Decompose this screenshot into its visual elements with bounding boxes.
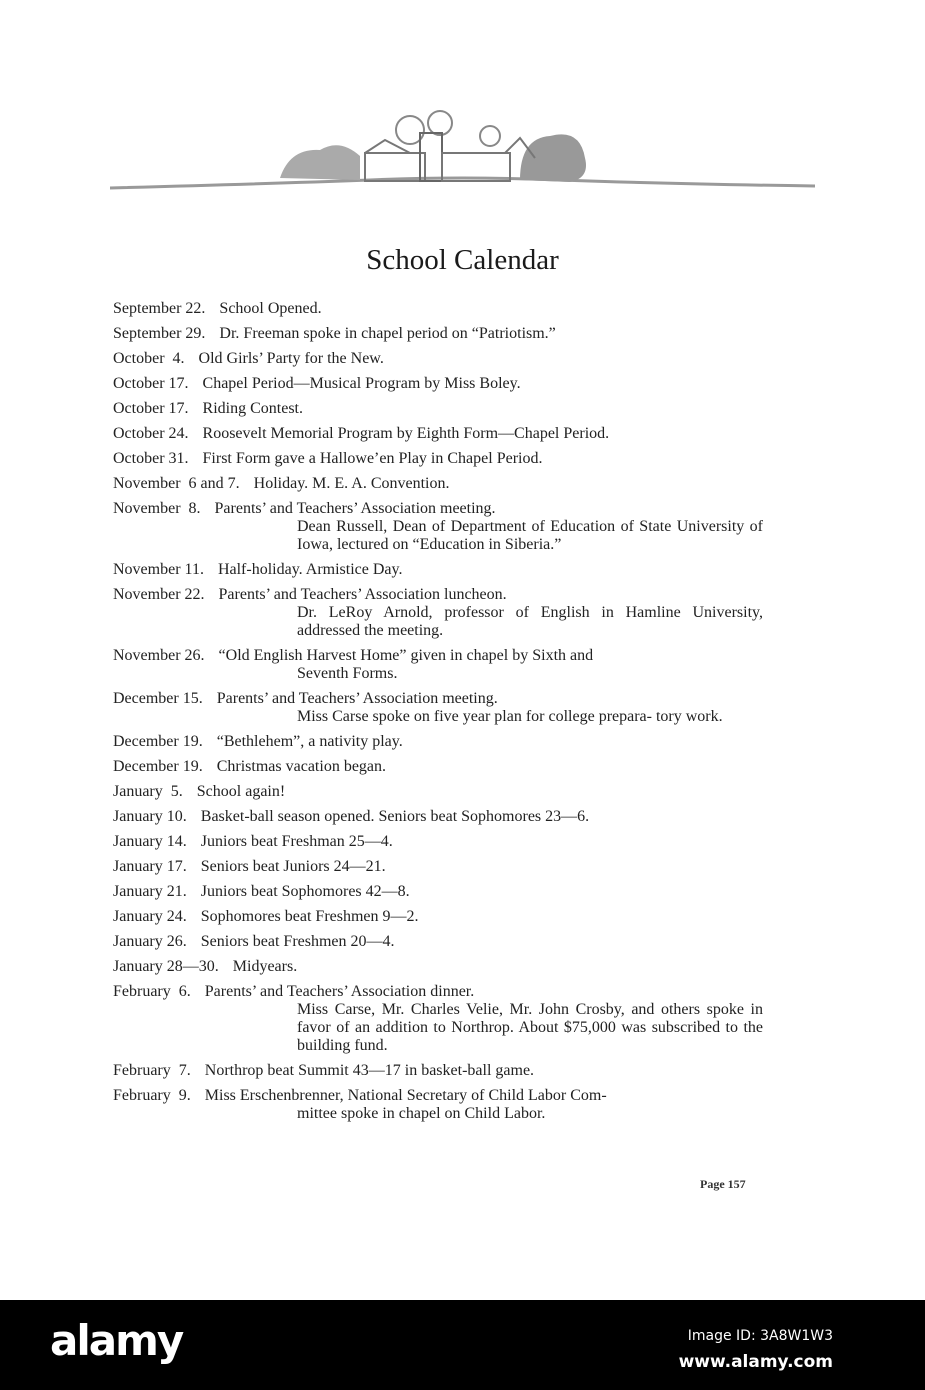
entry-text: Juniors beat Sophomores 42—8. — [200, 883, 410, 900]
calendar-entry — [113, 690, 763, 726]
calendar-entry — [113, 783, 763, 801]
entry-text: Sophomores beat Freshmen 9—2. — [200, 908, 419, 925]
entry-date: December 19. — [113, 758, 203, 775]
entry-date: December 15. — [113, 690, 203, 707]
school-building-illustration — [110, 98, 815, 198]
calendar-entry — [113, 425, 763, 443]
calendar-entry — [113, 561, 763, 579]
calendar-entry — [113, 500, 763, 554]
calendar-list — [113, 300, 763, 1130]
entry-detail: Miss Carse spoke on five year plan for college prepara- tory work. — [297, 708, 723, 725]
entry-detail: Dean Russell, Dean of Department of Education of State University of Iowa, lectured on “Education in Siberia.” — [297, 518, 763, 553]
entry-detail: Dr. LeRoy Arnold, professor of English in Hamline University, addressed the meeting. — [297, 604, 763, 639]
entry-text: Seniors beat Juniors 24—21. — [200, 858, 386, 875]
entry-date: November 22. — [113, 586, 205, 603]
entry-date: January 10. — [113, 808, 187, 825]
entry-date: October 4. — [113, 350, 185, 367]
calendar-entry — [113, 647, 763, 683]
calendar-entry — [113, 908, 763, 926]
entry-text: Juniors beat Freshman 25—4. — [200, 833, 393, 850]
calendar-entry — [113, 300, 763, 318]
entry-text: Parents’ and Teachers’ Association dinner. — [204, 983, 475, 1000]
entry-date: January 14. — [113, 833, 187, 850]
entry-text: Parents’ and Teachers’ Association meeting. — [214, 500, 496, 517]
entry-text: Roosevelt Memorial Program by Eighth Form—Chapel Period. — [202, 425, 610, 442]
calendar-entry — [113, 833, 763, 851]
entry-text: Christmas vacation began. — [216, 758, 387, 775]
entry-date: February 6. — [113, 983, 191, 1000]
entry-date: November 6 and 7. — [113, 475, 240, 492]
entry-date: February 9. — [113, 1087, 191, 1104]
entry-date: January 26. — [113, 933, 187, 950]
entry-text: Chapel Period—Musical Program by Miss Boley. — [202, 375, 521, 392]
entry-text: Half-holiday. Armistice Day. — [217, 561, 403, 578]
calendar-entry — [113, 858, 763, 876]
entry-date: November 8. — [113, 500, 201, 517]
entry-text: Parents’ and Teachers’ Association luncheon. — [218, 586, 507, 603]
entry-text: School Opened. — [219, 300, 322, 317]
entry-text: Basket-ball season opened. Seniors beat Sophomores 23—6. — [200, 808, 590, 825]
page-number: Page 157 — [700, 1177, 746, 1191]
calendar-entry — [113, 1062, 763, 1080]
calendar-entry — [113, 733, 763, 751]
entry-date: October 31. — [113, 450, 189, 467]
entry-text: Miss Erschenbrenner, National Secretary of Child Labor Com- — [204, 1087, 607, 1104]
watermark-image-id: Image ID: 3A8W1W3 — [687, 1328, 833, 1344]
entry-detail: Seventh Forms. — [297, 665, 398, 682]
entry-text: Seniors beat Freshmen 20—4. — [200, 933, 395, 950]
entry-date: November 26. — [113, 647, 205, 664]
entry-detail: Miss Carse, Mr. Charles Velie, Mr. John Crosby, and others spoke in favor of an addition to Northrop. About $75,000 was subscribed to the building fund. — [297, 1001, 763, 1054]
calendar-entry — [113, 586, 763, 640]
calendar-entry — [113, 983, 763, 1055]
entry-date: December 19. — [113, 733, 203, 750]
calendar-entry — [113, 758, 763, 776]
entry-date: February 7. — [113, 1062, 191, 1079]
entry-text: First Form gave a Hallowe’en Play in Chapel Period. — [202, 450, 543, 467]
calendar-entry — [113, 475, 763, 493]
entry-date: October 17. — [113, 400, 189, 417]
calendar-entry — [113, 325, 763, 343]
entry-date: January 28—30. — [113, 958, 219, 975]
entry-date: January 21. — [113, 883, 187, 900]
entry-text: “Old English Harvest Home” given in chapel by Sixth and — [218, 647, 594, 664]
entry-text: School again! — [196, 783, 286, 800]
watermark-logo: alamy — [50, 1316, 183, 1365]
entry-text: Old Girls’ Party for the New. — [198, 350, 384, 367]
calendar-entry — [113, 450, 763, 468]
entry-text: Dr. Freeman spoke in chapel period on “Patriotism.” — [219, 325, 556, 342]
calendar-entry — [113, 933, 763, 951]
page-title: School Calendar — [366, 244, 559, 276]
watermark-site: www.alamy.com — [678, 1352, 833, 1372]
entry-date: October 17. — [113, 375, 189, 392]
entry-date: January 5. — [113, 783, 183, 800]
calendar-entry — [113, 1087, 763, 1123]
entry-date: January 17. — [113, 858, 187, 875]
calendar-entry — [113, 958, 763, 976]
entry-detail: mittee spoke in chapel on Child Labor. — [297, 1105, 546, 1122]
entry-date: November 11. — [113, 561, 204, 578]
calendar-entry — [113, 375, 763, 393]
entry-text: Holiday. M. E. A. Convention. — [253, 475, 450, 492]
calendar-entry — [113, 808, 763, 826]
calendar-entry — [113, 883, 763, 901]
entry-text: “Bethlehem”, a nativity play. — [216, 733, 403, 750]
entry-date: January 24. — [113, 908, 187, 925]
calendar-entry — [113, 350, 763, 368]
entry-text: Midyears. — [232, 958, 298, 975]
entry-text: Northrop beat Summit 43—17 in basket-ball game. — [204, 1062, 535, 1079]
entry-text: Parents’ and Teachers’ Association meeting. — [216, 690, 498, 707]
watermark-bar — [0, 1300, 925, 1390]
entry-text: Riding Contest. — [202, 400, 303, 417]
calendar-entry — [113, 400, 763, 418]
entry-date: September 29. — [113, 325, 206, 342]
entry-date: October 24. — [113, 425, 189, 442]
entry-date: September 22. — [113, 300, 206, 317]
